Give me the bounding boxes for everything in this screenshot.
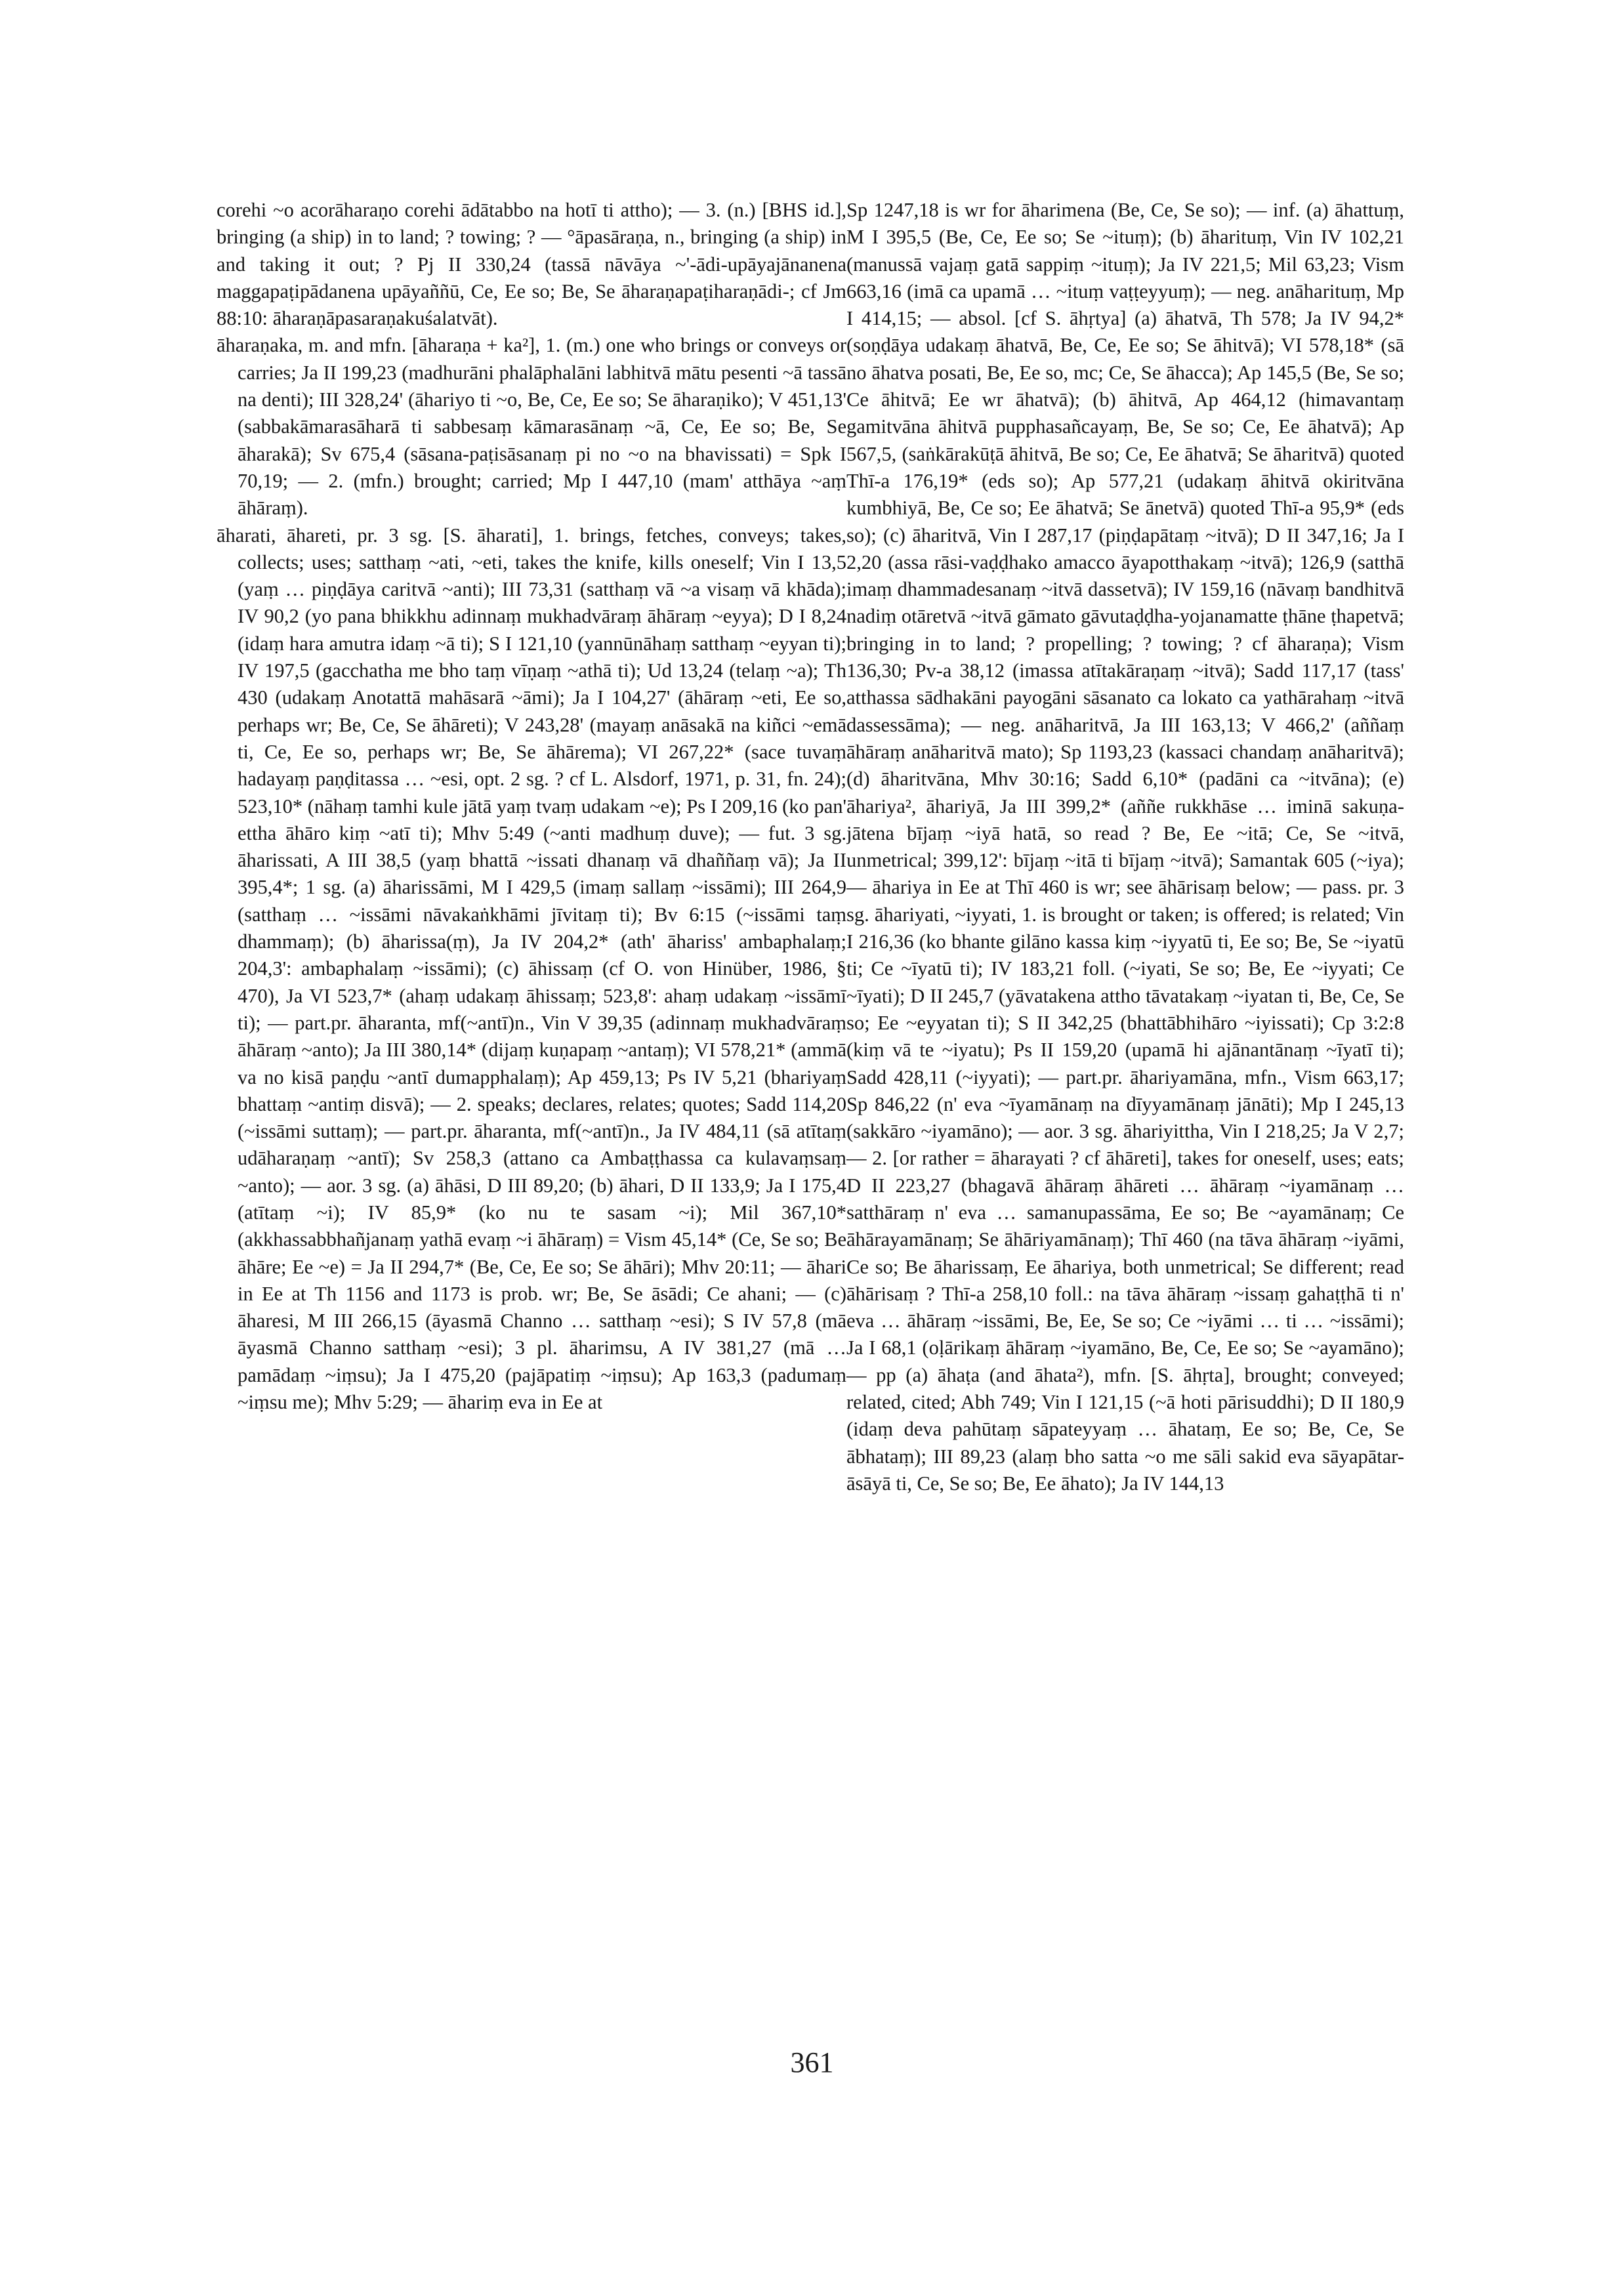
entry-aharati: āharati, āhareti, pr. 3 sg. [S. āharati], 1. brings, fetches, conveys; takes, collects; uses; satthaṃ ~ati, ~eti, takes the knife, kills oneself; Vin I 13,5 (yaṃ … piṇḍāya caritvā ~anti); III 73,31 (satthaṃ vā ~a visaṃ vā khāda); IV 90,2 (yo pana bhikkhu adinnaṃ mukhadvāraṃ āhāraṃ ~eyya); D I 8,24 (idaṃ hara amutra idaṃ ~ā ti); S I 121,10 (yannūnāhaṃ satthaṃ ~eyyan ti); IV 197,5 (gacchatha me bho taṃ vīṇaṃ ~athā ti); Ud 13,24 (telaṃ ~a); Th 430 (udakaṃ Anotattā mahāsarā ~āmi); Ja I 104,27' (āhāraṃ ~eti, Ee so, perhaps wr; Be, Ce, Se āhāreti); V 243,28' (mayaṃ anāsakā na kiñci ~emā ti, Ce, Ee so, perhaps wr; Be, Se āhārema); VI 267,22* (sace tuvaṃ hadayaṃ paṇḍitassa … ~esi, opt. 2 sg. ? cf L. Alsdorf, 1971, p. 31, fn. 24); 523,10* (nāhaṃ tamhi kule jātā yaṃ tvaṃ udakam ~e); Ps I 209,16 (ko pan' ettha āhāro kiṃ ~atī ti); Mhv 5:49 (~anti madhuṃ duve); — fut. 3 sg. āharissati, A III 38,5 (yaṃ bhattā ~issati dhanaṃ vā dhaññaṃ vā); Ja II 395,4*; 1 sg. (a) āharissāmi, M I 429,5 (imaṃ sallaṃ ~issāmi); III 264,9 (satthaṃ … ~issāmi nāvakaṅkhāmi jīvitaṃ ti); Bv 6:15 (~issāmi taṃ dhammaṃ); (b) āharissa(ṃ), Ja IV 204,2* (ath' āhariss' ambaphalaṃ; 204,3': ambaphalaṃ ~issāmi); (c) āhissaṃ (cf O. von Hinüber, 1986, § 470), Ja VI 523,7* (ahaṃ udakaṃ āhissaṃ; 523,8': ahaṃ udakaṃ ~issāmī ti); — part.pr. āharanta, mf(~antī)n., Vin V 39,35 (adinnaṃ mukhadvāraṃ āhāraṃ ~anto); Ja III 380,14* (dijaṃ kuṇapaṃ ~antaṃ); VI 578,21* (ammā va no kisā paṇḍu ~antī dumapphalaṃ); Ap 459,13; Ps IV 5,21 (bhariyaṃ bhattaṃ ~antiṃ disvā); — 2. speaks; declares, relates; quotes; Sadd 114,20 (~issāmi suttaṃ); — part.pr. āharanta, mf(~antī)n., Ja IV 484,11 (sā atītaṃ udāharaṇaṃ ~antī); Sv 258,3 (attano ca Ambaṭṭhassa ca kulavaṃsaṃ ~anto); — aor. 3 sg. (a) āhāsi, D III 89,20; (b) āhari, D II 133,9; Ja I 175,4 (atītaṃ ~i); IV 85,9* (ko nu te sasam ~i); Mil 367,10* (akkhassabbhañjanaṃ yathā evaṃ ~i āhāraṃ) = Vism 45,14* (Ce, Se so; Be āhāre; Ee ~e) = Ja II 294,7* (Be, Ce, Ee so; Se āhāri); Mhv 20:11; — āhari in Ee at Th 1156 and 1173 is prob. wr; Be, Se āsādi; Ce ahani; — (c) āharesi, M III 266,15 (āyasmā Channo … satthaṃ ~esi); S IV 57,8 (mā āyasmā Channo satthaṃ ~esi); 3 pl. āharimsu, A IV 381,27 (mā … pamādaṃ ~iṃsu); Ja I 475,20 (pajāpatiṃ ~iṃsu); Ap 163,3 (padumaṃ ~iṃsu me); Mhv 5:29; — āhariṃ eva in Ee at xyxy=(217,524,846,1414)
left-column xyxy=(217,197,846,2021)
page-number: 361 xyxy=(790,2046,834,2078)
entry-aharanaka: āharaṇaka, m. and mfn. [āharaṇa + ka²], 1. (m.) one who brings or conveys or carries; Ja II 199,23 (madhurāni phalāphalāni labhitvā mātu pesenti ~ā tassā na denti); III 328,24' (āhariyo ti ~o, Be, Ce, Ee so; Se āharaṇiko); V 451,13' (sabbakāmarasāharā ti sabbesaṃ kāmarasānaṃ ~ā, Ce, Ee so; Be, Se āharakā); Sv 675,4 (sāsana-paṭisāsanaṃ pi no ~o na bhavissati) = Spk I 70,19; — 2. (mfn.) brought; carried; Mp I 447,10 (mam' atthāya ~aṃ āhāraṃ). xyxy=(217,334,846,520)
right-column xyxy=(846,197,1404,2021)
entry-continuation: corehi ~o acorāharaṇo corehi ādātabbo na hotī ti attho); — 3. (n.) [BHS id.], bringing (a ship) in to land; ? towing; ? — °āpasāraṇa, n., bringing (a ship) in and taking it out; ? Pj II 330,24 (tassā nāvāya ~'-ādi-upāyajānanena maggapaṭipādanena upāyaññū, Ce, Ee so; Be, Se āharaṇapaṭiharaṇādi-; cf Jm 88:10: āharaṇāpasaraṇakuśalatvāt). xyxy=(217,199,846,330)
entry-aharati-continued: Sp 1247,18 is wr for āharimena (Be, Ce, Se so); — inf. (a) āhattuṃ, M I 395,5 (Be, Ce, Ee so; Se ~ituṃ); (b) āharituṃ, Vin IV 102,21 (manussā vajaṃ gatā sappiṃ ~ituṃ); Ja IV 221,5; Mil 63,23; Vism 663,16 (imā ca upamā … ~ituṃ vaṭṭeyyuṃ); — neg. anāharituṃ, Mp I 414,15; — absol. [cf S. āhṛtya] (a) āhatvā, Th 578; Ja IV 94,2* (soṇḍāya udakaṃ āhatvā, Be, Ce, Ee so; Se āhitvā); VI 578,18* (sā no āhatva posati, Be, Ee so, mc; Ce, Se āhacca); Ap 145,5 (Be, Se so; Ce āhitvā; Ee wr āhatvā); (b) āhitvā, Ap 464,12 (himavantaṃ gamitvāna āhitvā pupphasañcayaṃ, Be, Se so; Ce, Ee āhatvā); Ap 567,5, (saṅkārakūṭā āhitvā, Be so; Ce, Ee āhatvā; Se āharitvā) quoted Thī-a 176,19* (eds so); Ap 577,21 (udakaṃ āhitvā okiritvāna kumbhiyā, Be, Ce so; Ee āhatvā; Se ānetvā) quoted Thī-a 95,9* (eds so); (c) āharitvā, Vin I 287,17 (piṇḍapātaṃ ~itvā); D II 347,16; Ja I 2,20 (assa rāsi-vaḍḍhako amacco āyapotthakaṃ ~itvā); 126,9 (satthā imaṃ dhammadesanaṃ ~itvā dassetvā); IV 159,16 (nāvaṃ bandhitvā nadiṃ otāretvā ~itvā gāmato gāvutaḍḍha-yojanamatte ṭhāne ṭhapetvā; bringing in to land; ? propelling; ? towing; ? cf āharaṇa); Vism 136,30; Pv-a 38,12 (imassa atītakāraṇaṃ ~itvā); Sadd 117,17 (tass' atthassa sādhakāni payogāni sāsanato ca lokato ca yathārahaṃ ~itvā dassessāma); — neg. anāharitvā, Ja III 163,13; V 466,2' (aññaṃ āhāraṃ anāharitvā mato); Sp 1193,23 (kassaci chandaṃ anāharitvā); (d) āharitvāna, Mhv 30:16; Sadd 6,10* (padāni ca ~itvāna); (e) āhariya², āhariyā, Ja III 399,2* (aññe rukkhāse … iminā sakuṇa-jātena bījaṃ ~iyā hatā, so read ? Be, Ee ~itā; Ce, Se ~itvā, unmetrical; 399,12': bījaṃ ~itā ti bījaṃ ~itvā); Samantak 605 (~iya); — āhariya in Ee at Thī 460 is wr; see āhārisaṃ below; — pass. pr. 3 sg. āhariyati, ~iyyati, 1. is brought or taken; is offered; is related; Vin I 216,36 (ko bhante gilāno kassa kiṃ ~iyyatū ti, Ee so; Be, Se ~iyatū ti; Ce ~īyatū ti); IV 183,21 foll. (~iyati, Se so; Be, Ee ~iyyati; Ce ~īyati); D II 245,7 (yāvatakena attho tāvatakaṃ ~iyatan ti, Be, Ce, Se so; Ee ~eyyatan ti); S II 342,25 (bhattābhihāro ~iyissati); Cp 3:2:8 (kiṃ vā te ~iyatu); Ps II 159,20 (upamā hi ajānantānaṃ ~īyatī ti); Sadd 428,11 (~iyyati); — part.pr. āhariyamāna, mfn., Vism 663,17; Sp 846,22 (n' eva ~īyamānaṃ na dīyyamānaṃ jānāti); Mp I 245,13 (sakkāro ~iyamāno); — aor. 3 sg. āhariyittha, Vin I 218,25; Ja V 2,7; — 2. [or rather = āharayati ? cf āhāreti], takes for oneself, uses; eats; D II 223,27 (bhagavā āhāraṃ āhāreti … āhāraṃ ~iyamānaṃ … satthāraṃ n' eva … samanupassāma, Ee so; Be ~ayamānaṃ; Ce āhārayamānaṃ; Se āhāriyamānaṃ); Thī 460 (na tāva āhāraṃ ~iyāmi, Ce so; Be āharissaṃ, Ee āhariya, both unmetrical; Se different; read āhārisaṃ ? Thī-a 258,10 foll.: na tāva āhāraṃ ~issaṃ gahaṭṭhā ti n' eva … āhāraṃ ~issāmi, Be, Ee, Se so; Ce ~iyāmi … ti … ~issāmi); Ja I 68,1 (oḷārikaṃ āhāraṃ ~iyamāno, Be, Ce, Ee so; Se ~ayamāno); — pp (a) āhaṭa (and āhata²), mfn. [S. āhṛta], brought; conveyed; related, cited; Abh 749; Vin I 121,15 (~ā hoti pārisuddhi); D II 180,9 (idaṃ deva pahūtaṃ sāpateyyaṃ … āhataṃ, Ee so; Be, Ce, Se ābhataṃ); III 89,23 (alaṃ bho satta ~o me sāli sakid eva sāyapātar-āsāyā ti, Ce, Se so; Be, Ee āhato); Ja IV 144,13 xyxy=(846,199,1404,1495)
